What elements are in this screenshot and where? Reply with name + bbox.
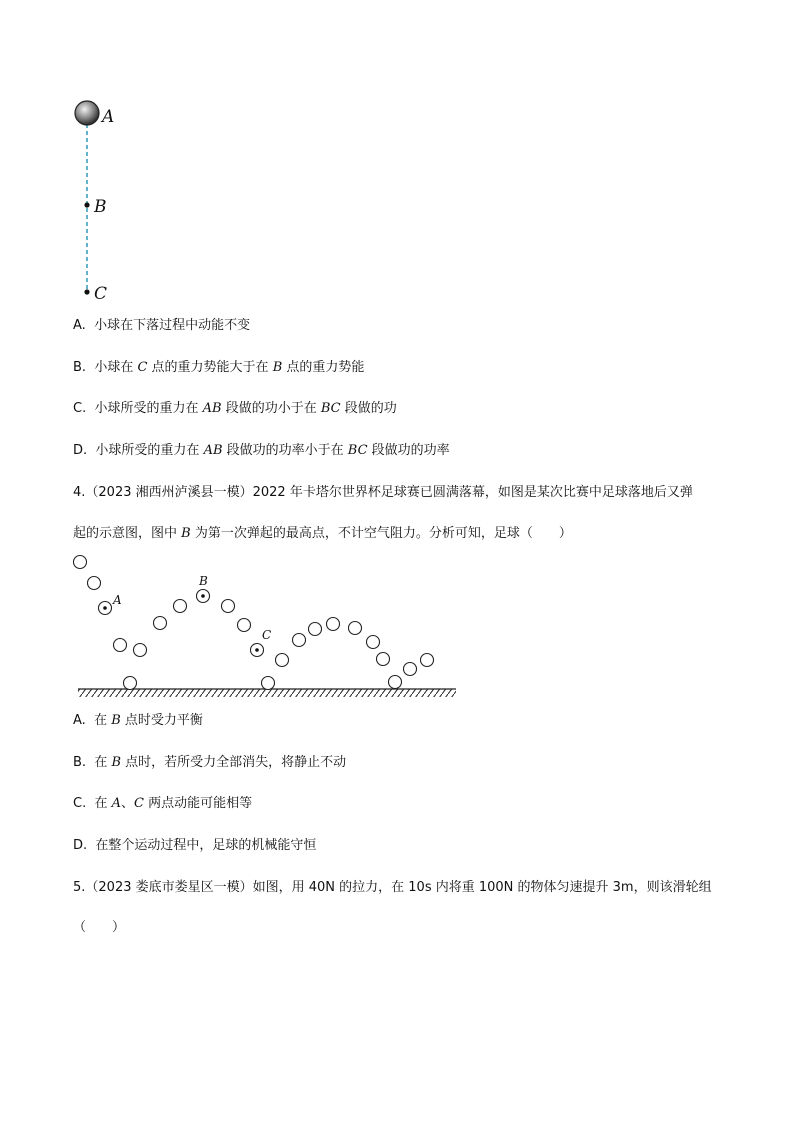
ball-position (327, 618, 340, 631)
ball-position (88, 577, 101, 590)
ground-hatch (78, 689, 456, 697)
label-a: A (113, 593, 122, 607)
label-a: A (102, 107, 115, 127)
ball-position (389, 676, 402, 689)
q4-stem-line2: 起的示意图，图中 B 为第一次弹起的最高点，不计空气阻力。分析可知，足球（ ） (73, 526, 572, 541)
ball-position (309, 623, 322, 636)
ball-position (174, 600, 187, 613)
point-c (84, 289, 89, 294)
q4-stem-line1: 4.（2023 湘西州泸溪县一模）2022 年卡塔尔世界杯足球赛已圆满落幕，如图是某次比赛中足球落地后又弹 (73, 485, 693, 500)
bouncing-ball-figure (70, 550, 470, 700)
q3-option-c: C. 小球所受的重力在 AB 段做的功小于在 BC 段做的功 (73, 401, 397, 416)
point-b (84, 202, 89, 207)
ball-position (293, 634, 306, 647)
falling-ball-figure (60, 92, 150, 307)
q3-option-d: D. 小球所受的重力在 AB 段做功的功率小于在 BC 段做功的功率 (73, 443, 450, 458)
ball-position (134, 644, 147, 657)
ball-position (404, 663, 417, 676)
ball-position (154, 617, 167, 630)
ball-position (421, 654, 434, 667)
ball-position (124, 677, 137, 690)
ball-position (222, 600, 235, 613)
q3-option-a: A. 小球在下落过程中动能不变 (73, 318, 251, 333)
label-b: B (94, 197, 107, 217)
label-b: B (199, 574, 208, 588)
q4-option-a: A. 在 B 点时受力平衡 (73, 713, 203, 728)
ball-positions (74, 556, 434, 690)
ball-position (114, 639, 127, 652)
q5-stem-line1: 5.（2023 娄底市娄星区一模）如图，用 40N 的拉力，在 10s 内将重 100N 的物体匀速提升 3m，则该滑轮组 (73, 880, 712, 895)
ball-a (75, 101, 99, 125)
q3-option-b: B. 小球在 C 点的重力势能大于在 B 点的重力势能 (73, 360, 365, 375)
ball-position (367, 636, 380, 649)
q4-option-b: B. 在 B 点时，若所受力全部消失，将静止不动 (73, 755, 347, 770)
q4-option-d: D. 在整个运动过程中，足球的机械能守恒 (73, 838, 317, 853)
ball-position (349, 622, 362, 635)
ball-position (262, 677, 275, 690)
q5-stem-line2: （ ） (73, 920, 126, 935)
ball-position (276, 654, 289, 667)
q4-option-c: C. 在 A、C 两点动能可能相等 (73, 796, 253, 811)
label-c: C (94, 284, 108, 304)
ball-position (377, 653, 390, 666)
label-c: C (262, 628, 272, 642)
ball-position (74, 556, 87, 569)
ball-position (238, 619, 251, 632)
